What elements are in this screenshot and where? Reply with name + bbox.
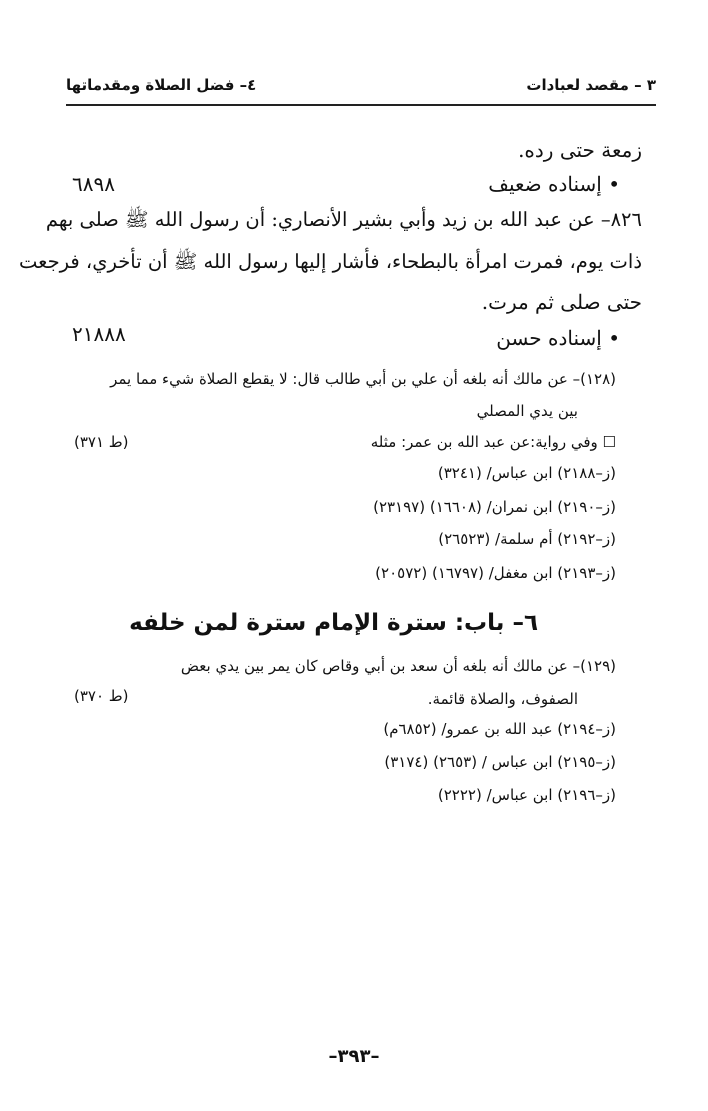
text-line: بين يدي المصلي bbox=[476, 402, 578, 420]
hadith-number: ٦٨٩٨ bbox=[72, 172, 115, 196]
cross-reference: (ز–٢١٩٣) ابن مغفل/ (١٦٧٩٧) (٢٠٥٧٢) bbox=[375, 564, 616, 582]
text-line: زمعة حتى رده. bbox=[518, 138, 642, 162]
grade-line: • إسناده ضعيف bbox=[488, 172, 620, 196]
page-number: –٣٩٣– bbox=[328, 1046, 380, 1067]
header-section-title: ٤– فضل الصلاة ومقدماتها bbox=[66, 76, 257, 94]
text-line: (١٢٨)– عن مالك أنه بلغه أن علي بن أبي طالب قال: لا يقطع الصلاة شيء مما يمر bbox=[110, 370, 616, 388]
hadith-number: ٢١٨٨٨ bbox=[72, 322, 126, 346]
header-divider bbox=[66, 104, 656, 106]
cross-reference: (ز–٢١٩٥) ابن عباس / (٢٦٥٣) (٣١٧٤) bbox=[384, 753, 616, 771]
section-heading: ٦– باب: سترة الإمام سترة لمن خلفه bbox=[129, 610, 538, 636]
cross-reference: (ز–٢١٨٨) ابن عباس/ (٣٢٤١) bbox=[437, 464, 616, 482]
grade-line: • إسناده حسن bbox=[496, 326, 620, 350]
cross-reference: (ز–٢١٩٤) عبد الله بن عمرو/ (٦٨٥٢م) bbox=[383, 720, 616, 738]
cross-reference: (ز–٢١٩٠) ابن نمران/ (١٦٦٠٨) (٢٣١٩٧) bbox=[373, 498, 616, 516]
text-line: ذات يوم، فمرت امرأة بالبطحاء، فأشار إليها رسول الله ﷺ أن تأخري، فرجعت bbox=[19, 250, 642, 273]
muwatta-reference: (ط ٣٧١) bbox=[74, 433, 129, 451]
muwatta-reference: (ط ٣٧٠) bbox=[74, 687, 129, 705]
text-line: حتى صلى ثم مرت. bbox=[481, 290, 642, 314]
cross-reference: (ز–٢١٩٢) أم سلمة/ (٢٦٥٢٣) bbox=[438, 530, 616, 548]
cross-reference: (ز–٢١٩٦) ابن عباس/ (٢٢٢٢) bbox=[437, 786, 616, 804]
running-header bbox=[66, 76, 656, 98]
header-chapter-title: ٣ – مقصد لعبادات bbox=[526, 76, 656, 94]
text-line: (١٢٩)– عن مالك أنه بلغه أن سعد بن أبي وقاص كان يمر بين يدي بعض bbox=[180, 657, 616, 675]
text-line: ٨٢٦– عن عبد الله بن زيد وأبي بشير الأنصاري: أن رسول الله ﷺ صلى بهم bbox=[45, 208, 642, 231]
text-line: الصفوف، والصلاة قائمة. bbox=[427, 690, 578, 708]
text-line: ☐ وفي رواية:عن عبد الله بن عمر: مثله bbox=[370, 433, 616, 451]
